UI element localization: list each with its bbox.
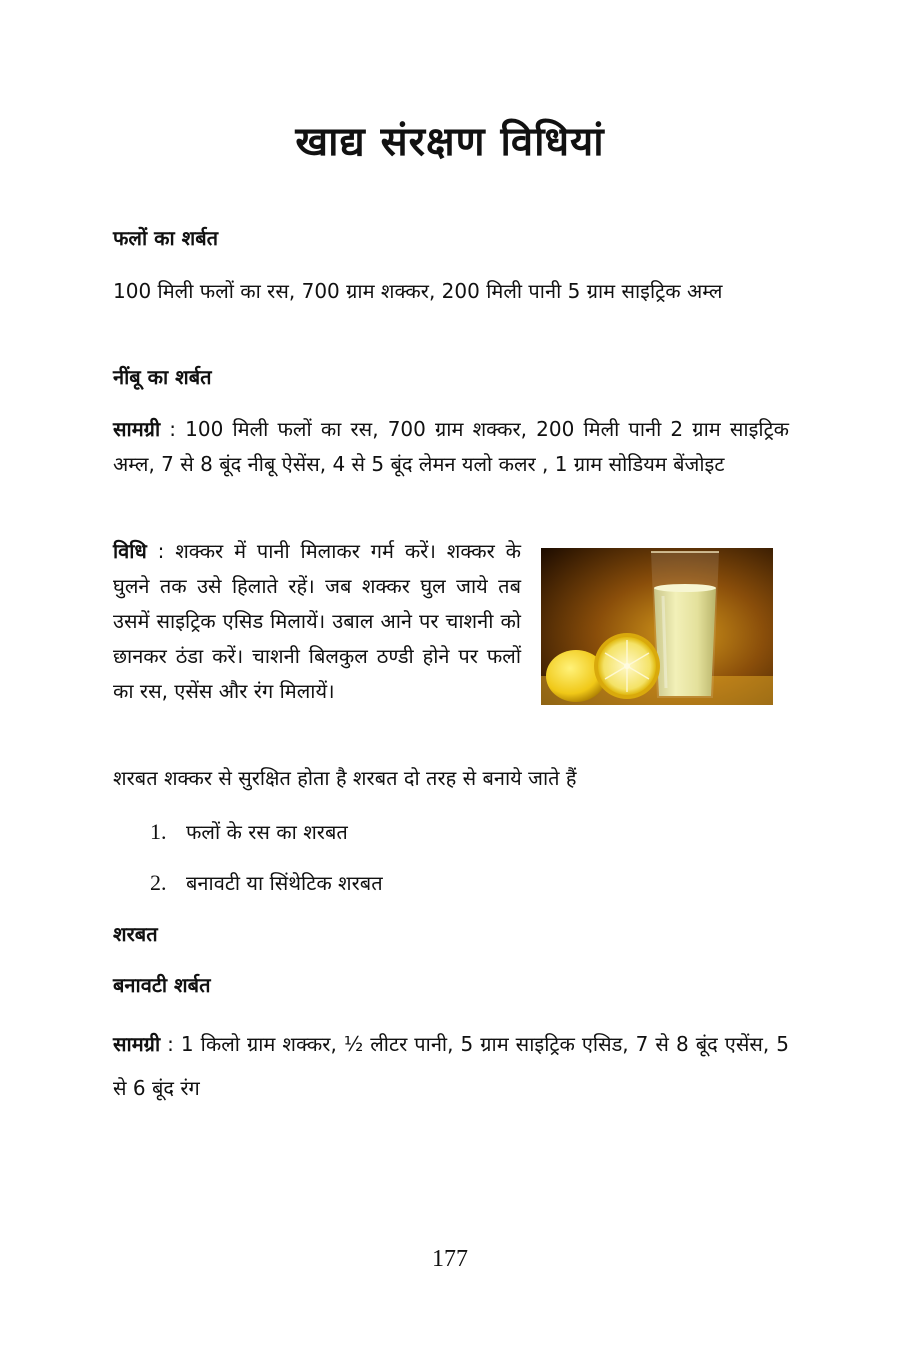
method-paragraph (113, 534, 521, 709)
sharbat-intro: शरबत शक्कर से सुरक्षित होता है शरबत दो तरह से बनाये जाते हैं (113, 766, 577, 790)
heading-fruit-sharbat: फलों का शर्बत (113, 226, 219, 250)
ingredients-label: सामग्री (113, 417, 161, 441)
list-item (150, 814, 348, 850)
fruit-sharbat-text: 100 मिली फलों का रस, 700 ग्राम शक्कर, 200 मिली पानी 5 ग्राम साइट्रिक अम्ल (113, 279, 723, 303)
synthetic-ingredients-paragraph (113, 1022, 789, 1110)
list-number: 2. (150, 870, 167, 895)
list-item (150, 865, 383, 901)
method-label: विधि (113, 539, 147, 563)
list-number: 1. (150, 819, 167, 844)
heading-synthetic-sharbat: बनावटी शर्बत (113, 973, 211, 997)
lemonade-photo (541, 548, 773, 705)
page-number: 177 (432, 1246, 468, 1272)
list-text: फलों के रस का शरबत (186, 820, 348, 844)
method-text: : शक्कर में पानी मिलाकर गर्म करें। शक्कर के घुलने तक उसे हिलाते रहें। जब शक्कर घुल जाये तब उसमें साइट्रिक एसिड मिलायें। उबाल आने पर चाशनी को छानकर ठंडा करें। चाशनी बिलकुल ठण्डी होने पर फलों का रस, एसेंस और रंग मिलायें। (113, 539, 522, 703)
page-title: खाद्य संरक्षण विधियां (295, 119, 605, 165)
heading-sharbat: शरबत (113, 922, 158, 946)
lemon-ingredients-paragraph (113, 412, 789, 482)
lemonade-glass-with-lemons-photo-icon (541, 548, 773, 705)
list-text: बनावटी या सिंथेटिक शरबत (186, 871, 383, 895)
heading-lemon-sharbat: नींबू का शर्बत (113, 365, 212, 389)
lemon-ingredients-text: : 100 मिली फलों का रस, 700 ग्राम शक्कर, 200 मिली पानी 2 ग्राम साइट्रिक अम्ल, 7 से 8 बूंद नीबू ऐसेंस, 4 से 5 बूंद लेमन यलो कलर , 1 ग्राम सोडियम बेंजोइट (113, 417, 790, 476)
ingredients-label: सामग्री (113, 1032, 161, 1056)
synthetic-ingredients-text: : 1 किलो ग्राम शक्कर, ½ लीटर पानी, 5 ग्राम साइट्रिक एसिड, 7 से 8 बूंद एसेंस, 5 से 6 बूंद रंग (113, 1032, 789, 1100)
